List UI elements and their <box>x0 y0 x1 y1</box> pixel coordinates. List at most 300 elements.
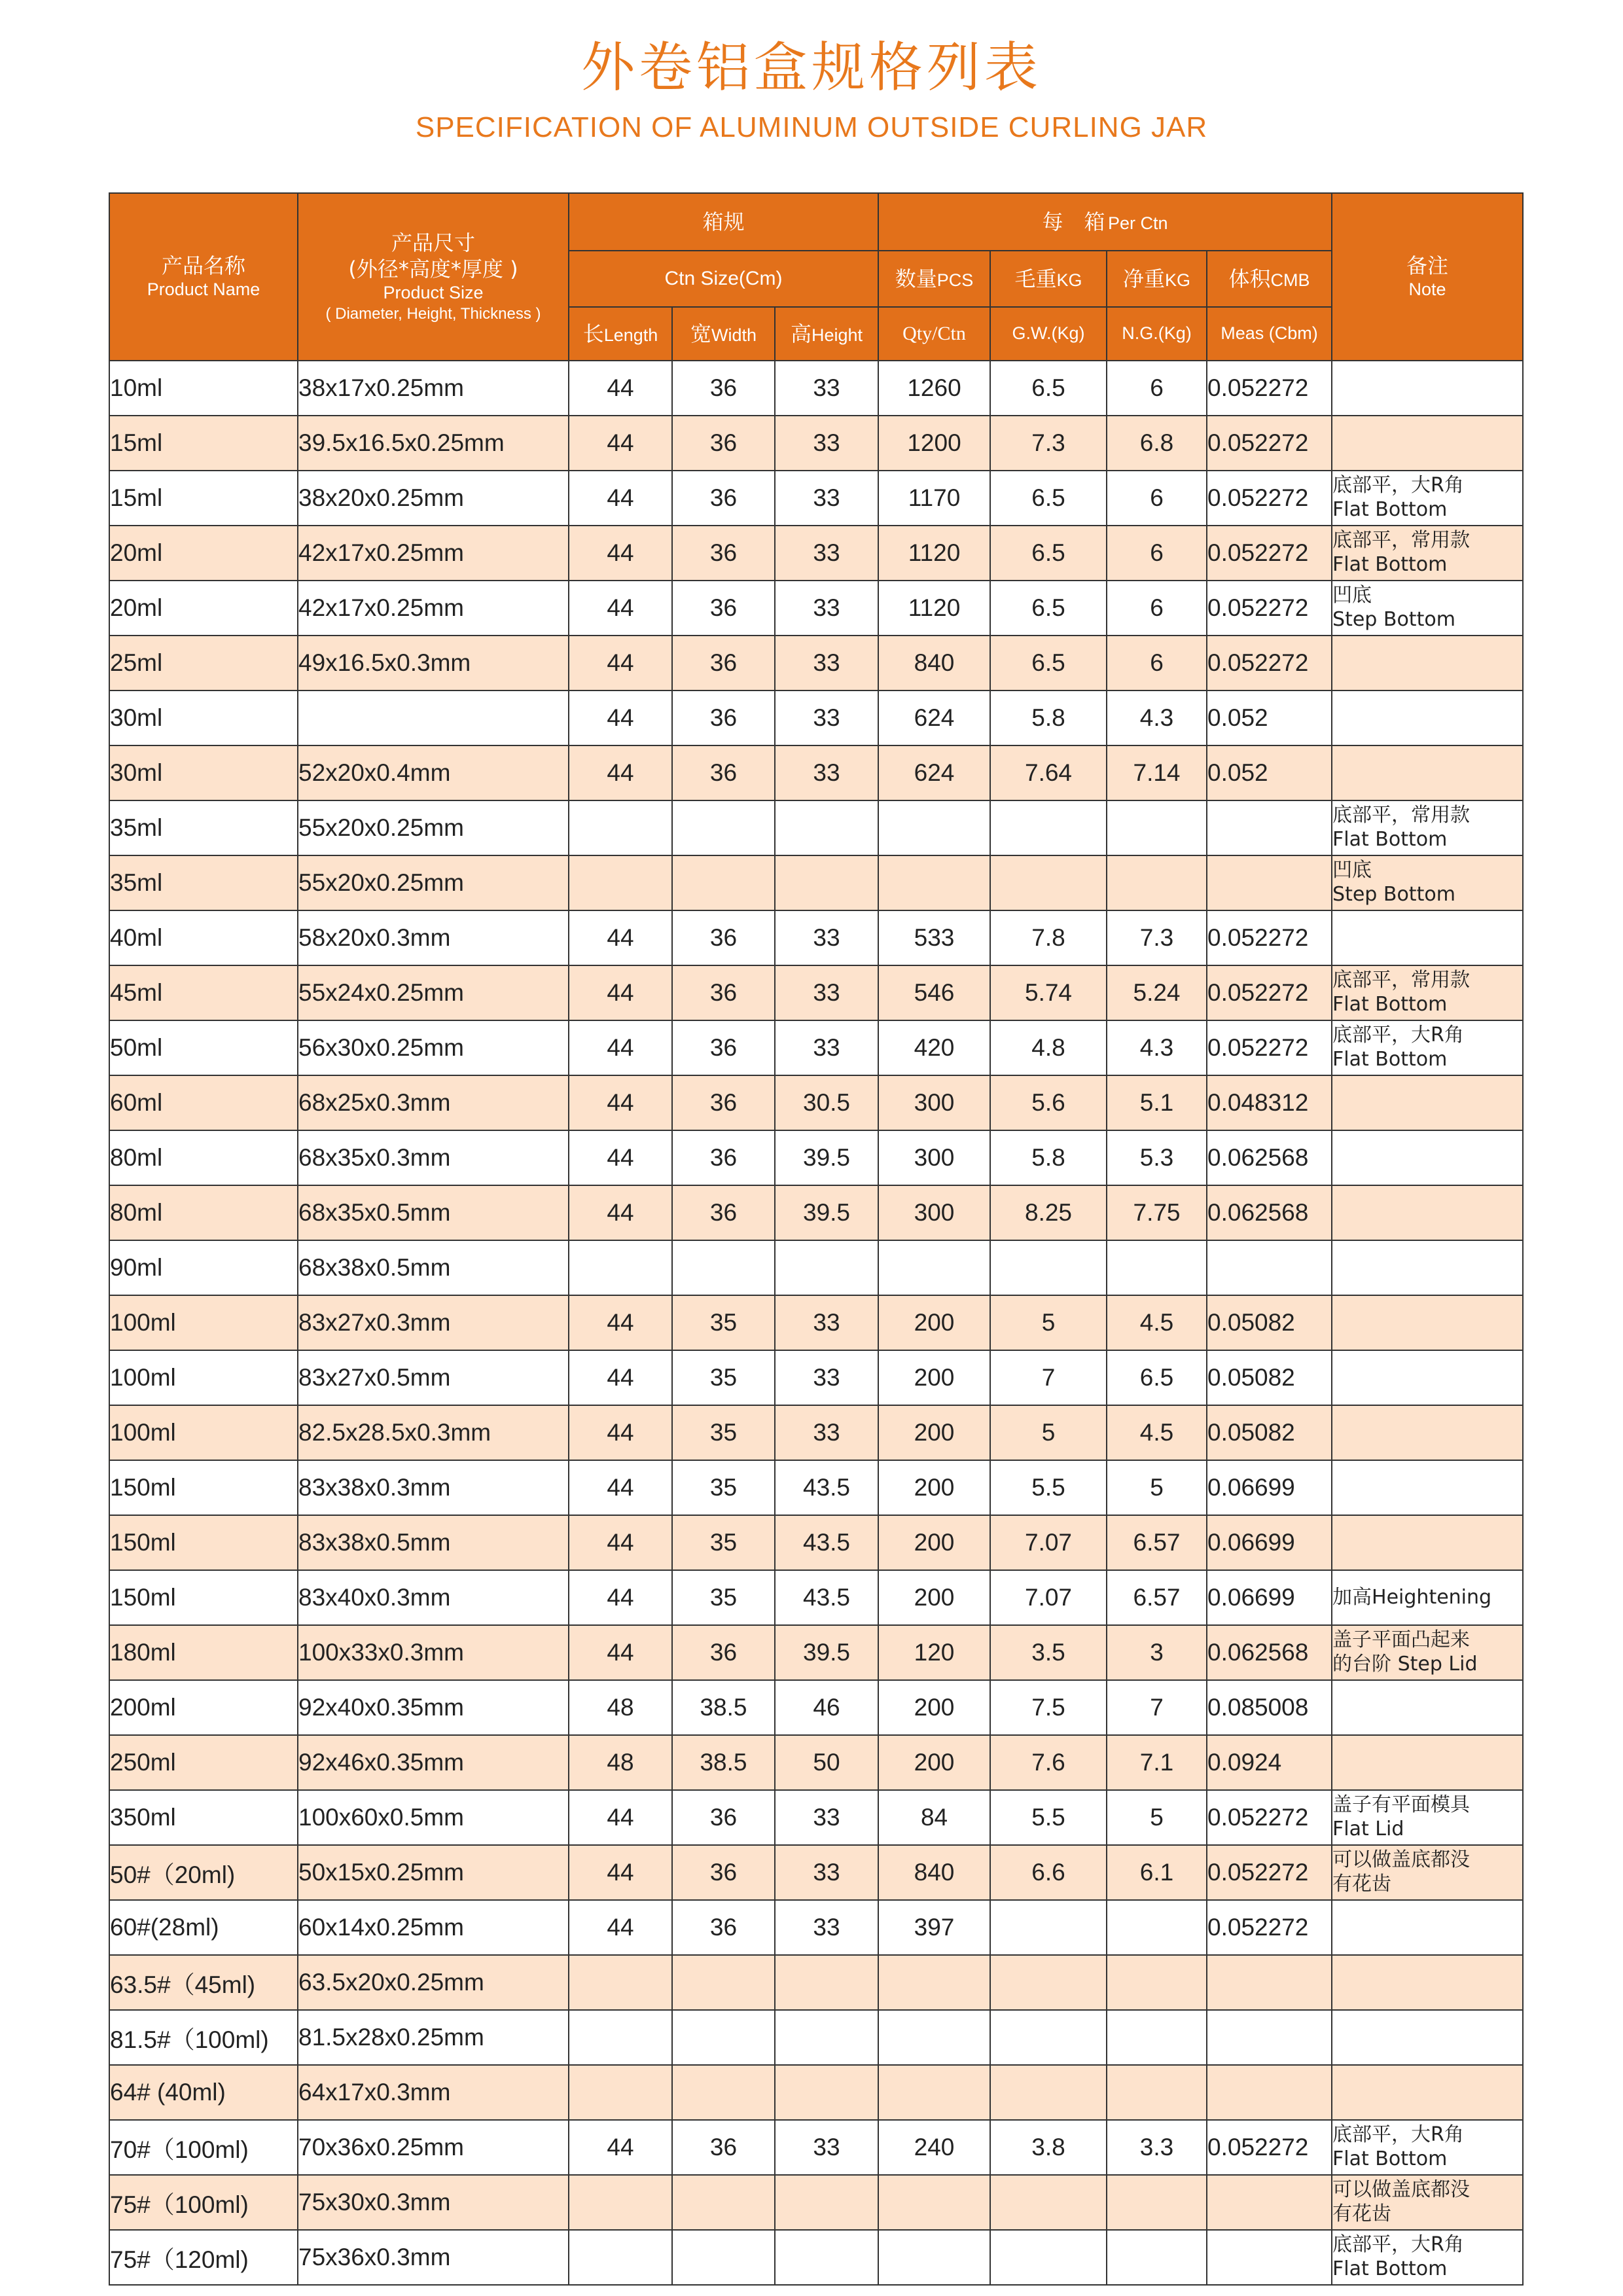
table-row <box>109 1075 1523 1130</box>
note-cell <box>1332 361 1523 416</box>
product-name-cell: 150ml <box>109 1515 298 1570</box>
width-cell: 36 <box>672 2120 775 2175</box>
product-size-cell: 60x14x0.25mm <box>298 1900 569 1955</box>
header-product-size-en: Product Size <box>383 283 484 303</box>
length-cell: 44 <box>569 2120 672 2175</box>
table-row <box>109 1570 1523 1625</box>
height-cell: 30.5 <box>775 1075 878 1130</box>
note-cell <box>1332 800 1523 855</box>
table-row <box>109 1350 1523 1405</box>
height-cell: 33 <box>775 526 878 581</box>
length-cell: 44 <box>569 965 672 1020</box>
table-row <box>109 2175 1523 2230</box>
height-cell: 33 <box>775 2120 878 2175</box>
note-line-2: Step Bottom <box>1332 883 1455 906</box>
height-cell: 39.5 <box>775 1130 878 1185</box>
net-weight-cell: 4.3 <box>1107 1020 1207 1075</box>
meas-cell: 0.062568 <box>1207 1185 1332 1240</box>
gross-weight-cell: 7.64 <box>990 745 1107 800</box>
net-weight-cell: 6 <box>1107 471 1207 526</box>
height-cell: 33 <box>775 1295 878 1350</box>
length-cell: 44 <box>569 526 672 581</box>
table-row <box>109 855 1523 910</box>
length-cell: 44 <box>569 1900 672 1955</box>
product-name-cell: 50#（20ml) <box>109 1845 298 1900</box>
qty-cell: 1120 <box>878 526 990 581</box>
meas-cell: 0.05082 <box>1207 1295 1332 1350</box>
meas-cell: 0.06699 <box>1207 1460 1332 1515</box>
meas-cell: 0.052272 <box>1207 581 1332 636</box>
header-product-size-cn: 产品尺寸 <box>391 230 475 256</box>
length-cell <box>569 2175 672 2230</box>
note-cell <box>1332 1955 1523 2010</box>
net-weight-cell <box>1107 1240 1207 1295</box>
length-cell: 44 <box>569 1845 672 1900</box>
length-cell <box>569 2230 672 2285</box>
net-weight-cell <box>1107 2010 1207 2065</box>
length-cell: 44 <box>569 691 672 745</box>
gross-weight-cell: 7.3 <box>990 416 1107 471</box>
product-name-cell: 15ml <box>109 471 298 526</box>
note-line-1: 底部平，常用款 <box>1332 529 1471 552</box>
product-size-cell: 55x20x0.25mm <box>298 855 569 910</box>
qty-cell: 240 <box>878 2120 990 2175</box>
note-line-2: Flat Bottom <box>1332 828 1448 851</box>
product-name-cell: 80ml <box>109 1130 298 1185</box>
gross-weight-cell <box>990 2175 1107 2230</box>
net-weight-cell: 7.75 <box>1107 1185 1207 1240</box>
spec-table <box>109 192 1524 2286</box>
table-row <box>109 2230 1523 2285</box>
meas-cell: 0.05082 <box>1207 1405 1332 1460</box>
qty-cell: 120 <box>878 1625 990 1680</box>
meas-cell: 0.052272 <box>1207 910 1332 965</box>
product-size-cell: 55x20x0.25mm <box>298 800 569 855</box>
product-name-cell: 75#（120ml) <box>109 2230 298 2285</box>
gross-weight-cell: 5 <box>990 1295 1107 1350</box>
page-title: 外卷铝盒规格列表 <box>580 37 1042 99</box>
gross-weight-cell: 5 <box>990 1405 1107 1460</box>
product-size-cell: 83x27x0.3mm <box>298 1295 569 1350</box>
qty-cell <box>878 2175 990 2230</box>
product-name-cell: 100ml <box>109 1350 298 1405</box>
meas-cell <box>1207 2010 1332 2065</box>
gross-weight-cell: 6.5 <box>990 526 1107 581</box>
table-row <box>109 416 1523 471</box>
qty-cell: 200 <box>878 1460 990 1515</box>
gross-weight-cell <box>990 1900 1107 1955</box>
table-row <box>109 1020 1523 1075</box>
gross-weight-cell: 6.5 <box>990 636 1107 691</box>
note-cell <box>1332 1680 1523 1735</box>
header-nw-en: N.G.(Kg) <box>1107 307 1207 361</box>
note-cell <box>1332 691 1523 745</box>
product-size-cell: 38x17x0.25mm <box>298 361 569 416</box>
length-cell: 44 <box>569 1130 672 1185</box>
qty-cell: 840 <box>878 1845 990 1900</box>
width-cell: 35 <box>672 1405 775 1460</box>
product-size-cell <box>298 691 569 745</box>
product-name-cell: 20ml <box>109 581 298 636</box>
gross-weight-cell: 6.5 <box>990 581 1107 636</box>
length-cell: 44 <box>569 1350 672 1405</box>
width-cell: 36 <box>672 361 775 416</box>
width-cell: 36 <box>672 1625 775 1680</box>
net-weight-cell: 6.8 <box>1107 416 1207 471</box>
note-line-2: Flat Bottom <box>1332 2147 1448 2170</box>
length-cell: 44 <box>569 1570 672 1625</box>
note-cell <box>1332 1460 1523 1515</box>
qty-cell <box>878 2065 990 2120</box>
qty-cell: 300 <box>878 1075 990 1130</box>
table-row <box>109 581 1523 636</box>
product-size-cell: 68x25x0.3mm <box>298 1075 569 1130</box>
height-cell: 33 <box>775 1900 878 1955</box>
width-cell: 36 <box>672 1790 775 1845</box>
note-line-1: 底部平，大R角 <box>1332 1024 1464 1047</box>
header-width: 宽Width <box>672 307 775 361</box>
product-size-cell: 38x20x0.25mm <box>298 471 569 526</box>
note-cell <box>1332 1350 1523 1405</box>
note-cell <box>1332 2175 1523 2230</box>
note-line-1: 可以做盖底都没 <box>1332 2178 1471 2202</box>
width-cell <box>672 1240 775 1295</box>
gross-weight-cell: 6.5 <box>990 471 1107 526</box>
length-cell: 44 <box>569 416 672 471</box>
header-gw-en: G.W.(Kg) <box>990 307 1107 361</box>
product-name-cell: 64# (40ml) <box>109 2065 298 2120</box>
length-cell <box>569 800 672 855</box>
header-qty: 数量PCS <box>878 251 990 307</box>
header-length: 长Length <box>569 307 672 361</box>
header-ctn-size: Ctn Size(Cm) <box>569 251 878 307</box>
net-weight-cell: 4.3 <box>1107 691 1207 745</box>
note-cell <box>1332 416 1523 471</box>
qty-cell: 300 <box>878 1185 990 1240</box>
qty-cell: 1120 <box>878 581 990 636</box>
table-row <box>109 1515 1523 1570</box>
qty-cell <box>878 855 990 910</box>
meas-cell: 0.052272 <box>1207 1790 1332 1845</box>
height-cell: 33 <box>775 581 878 636</box>
note-cell <box>1332 526 1523 581</box>
height-cell <box>775 855 878 910</box>
product-name-cell: 80ml <box>109 1185 298 1240</box>
net-weight-cell: 6.57 <box>1107 1570 1207 1625</box>
table-row <box>109 1185 1523 1240</box>
meas-cell: 0.06699 <box>1207 1570 1332 1625</box>
note-cell <box>1332 1405 1523 1460</box>
header-product-size-en2: ( Diameter, Height, Thickness ) <box>325 304 541 323</box>
note-cell <box>1332 636 1523 691</box>
table-row <box>109 2120 1523 2175</box>
table-row <box>109 471 1523 526</box>
table-row <box>109 1845 1523 1900</box>
header-product-size <box>298 193 569 361</box>
gross-weight-cell <box>990 1240 1107 1295</box>
header-product-name <box>109 193 298 361</box>
length-cell: 44 <box>569 1295 672 1350</box>
net-weight-cell: 5 <box>1107 1460 1207 1515</box>
qty-cell: 84 <box>878 1790 990 1845</box>
product-name-cell: 20ml <box>109 526 298 581</box>
length-cell: 44 <box>569 1515 672 1570</box>
qty-cell: 1200 <box>878 416 990 471</box>
note-cell <box>1332 1075 1523 1130</box>
length-cell: 44 <box>569 1185 672 1240</box>
table-header <box>109 193 1523 361</box>
height-cell: 33 <box>775 1405 878 1460</box>
note-cell <box>1332 1625 1523 1680</box>
note-cell <box>1332 471 1523 526</box>
header-note-en: Note <box>1408 279 1446 300</box>
product-name-cell: 75#（100ml) <box>109 2175 298 2230</box>
note-line-2: 的台阶 Step Lid <box>1332 1653 1478 1676</box>
table-row <box>109 1460 1523 1515</box>
product-size-cell: 68x35x0.5mm <box>298 1185 569 1240</box>
header-volume: 体积CMB <box>1207 251 1332 307</box>
header-qty-en: Qty/Ctn <box>878 307 990 361</box>
net-weight-cell: 6 <box>1107 581 1207 636</box>
height-cell: 33 <box>775 745 878 800</box>
meas-cell: 0.052272 <box>1207 1900 1332 1955</box>
width-cell <box>672 2175 775 2230</box>
product-size-cell: 49x16.5x0.3mm <box>298 636 569 691</box>
length-cell: 44 <box>569 1625 672 1680</box>
net-weight-cell: 3 <box>1107 1625 1207 1680</box>
gross-weight-cell: 5.6 <box>990 1075 1107 1130</box>
product-size-cell: 100x33x0.3mm <box>298 1625 569 1680</box>
table-row <box>109 1295 1523 1350</box>
product-name-cell: 200ml <box>109 1680 298 1735</box>
header-gw: 毛重KG <box>990 251 1107 307</box>
table-row <box>109 1130 1523 1185</box>
height-cell: 43.5 <box>775 1515 878 1570</box>
meas-cell: 0.052272 <box>1207 965 1332 1020</box>
note-line-2: Flat Lid <box>1332 1818 1404 1840</box>
table-row <box>109 691 1523 745</box>
width-cell <box>672 855 775 910</box>
product-name-cell: 250ml <box>109 1735 298 1790</box>
meas-cell: 0.062568 <box>1207 1130 1332 1185</box>
product-size-cell: 42x17x0.25mm <box>298 581 569 636</box>
meas-cell: 0.048312 <box>1207 1075 1332 1130</box>
height-cell: 33 <box>775 691 878 745</box>
note-cell <box>1332 1790 1523 1845</box>
net-weight-cell: 6 <box>1107 526 1207 581</box>
product-size-cell: 39.5x16.5x0.25mm <box>298 416 569 471</box>
gross-weight-cell: 3.8 <box>990 2120 1107 2175</box>
width-cell: 36 <box>672 581 775 636</box>
length-cell: 44 <box>569 745 672 800</box>
meas-cell: 0.052 <box>1207 745 1332 800</box>
height-cell: 33 <box>775 1020 878 1075</box>
height-cell <box>775 1955 878 2010</box>
width-cell: 36 <box>672 636 775 691</box>
note-line-2: Flat Bottom <box>1332 993 1448 1016</box>
length-cell: 44 <box>569 1020 672 1075</box>
note-line-2: Flat Bottom <box>1332 2257 1448 2280</box>
height-cell: 39.5 <box>775 1625 878 1680</box>
product-size-cell: 64x17x0.3mm <box>298 2065 569 2120</box>
table-row <box>109 800 1523 855</box>
note-cell <box>1332 2120 1523 2175</box>
table-row <box>109 1240 1523 1295</box>
note-cell <box>1332 1295 1523 1350</box>
net-weight-cell: 5.24 <box>1107 965 1207 1020</box>
product-size-cell: 52x20x0.4mm <box>298 745 569 800</box>
product-size-cell: 83x40x0.3mm <box>298 1570 569 1625</box>
product-size-cell: 70x36x0.25mm <box>298 2120 569 2175</box>
height-cell: 33 <box>775 965 878 1020</box>
meas-cell: 0.062568 <box>1207 1625 1332 1680</box>
width-cell: 36 <box>672 965 775 1020</box>
height-cell <box>775 2065 878 2120</box>
product-size-cell: 92x46x0.35mm <box>298 1735 569 1790</box>
height-cell: 33 <box>775 1790 878 1845</box>
product-name-cell: 180ml <box>109 1625 298 1680</box>
length-cell <box>569 1955 672 2010</box>
meas-cell <box>1207 2065 1332 2120</box>
product-size-cell: 75x36x0.3mm <box>298 2230 569 2285</box>
header-nw: 净重KG <box>1107 251 1207 307</box>
product-name-cell: 45ml <box>109 965 298 1020</box>
gross-weight-cell: 7.07 <box>990 1515 1107 1570</box>
meas-cell: 0.052272 <box>1207 2120 1332 2175</box>
width-cell: 36 <box>672 1020 775 1075</box>
note-cell <box>1332 1735 1523 1790</box>
table-row <box>109 526 1523 581</box>
width-cell: 36 <box>672 1075 775 1130</box>
qty-cell: 624 <box>878 691 990 745</box>
gross-weight-cell: 7.5 <box>990 1680 1107 1735</box>
note-cell <box>1332 1240 1523 1295</box>
product-size-cell: 92x40x0.35mm <box>298 1680 569 1735</box>
product-size-cell: 68x35x0.3mm <box>298 1130 569 1185</box>
table-row <box>109 965 1523 1020</box>
header-note-cn: 备注 <box>1406 253 1449 279</box>
qty-cell <box>878 800 990 855</box>
table-row <box>109 1790 1523 1845</box>
product-name-cell: 30ml <box>109 691 298 745</box>
gross-weight-cell: 7.6 <box>990 1735 1107 1790</box>
qty-cell: 533 <box>878 910 990 965</box>
gross-weight-cell: 8.25 <box>990 1185 1107 1240</box>
note-cell <box>1332 1570 1523 1625</box>
width-cell: 35 <box>672 1515 775 1570</box>
meas-cell: 0.052272 <box>1207 416 1332 471</box>
gross-weight-cell: 4.8 <box>990 1020 1107 1075</box>
product-size-cell: 82.5x28.5x0.3mm <box>298 1405 569 1460</box>
width-cell <box>672 2230 775 2285</box>
product-size-cell: 68x38x0.5mm <box>298 1240 569 1295</box>
product-size-cell: 83x38x0.3mm <box>298 1460 569 1515</box>
product-size-cell: 81.5x28x0.25mm <box>298 2010 569 2065</box>
net-weight-cell: 5.1 <box>1107 1075 1207 1130</box>
height-cell: 33 <box>775 910 878 965</box>
net-weight-cell: 4.5 <box>1107 1295 1207 1350</box>
header-product-name-en: Product Name <box>147 279 260 300</box>
note-cell <box>1332 965 1523 1020</box>
header-meas-en: Meas (Cbm) <box>1207 307 1332 361</box>
width-cell: 36 <box>672 1845 775 1900</box>
height-cell: 33 <box>775 1845 878 1900</box>
qty-cell: 397 <box>878 1900 990 1955</box>
width-cell: 36 <box>672 471 775 526</box>
product-name-cell: 35ml <box>109 800 298 855</box>
header-product-size-cn2: (外径*高度*厚度 ) <box>348 257 518 282</box>
table-row <box>109 1625 1523 1680</box>
gross-weight-cell: 7.8 <box>990 910 1107 965</box>
note-line-1: 可以做盖底都没 <box>1332 1848 1471 1872</box>
qty-cell: 300 <box>878 1130 990 1185</box>
qty-cell: 1260 <box>878 361 990 416</box>
note-cell <box>1332 1515 1523 1570</box>
note-line-2: Step Bottom <box>1332 608 1455 631</box>
gross-weight-cell: 5.8 <box>990 691 1107 745</box>
net-weight-cell: 6.5 <box>1107 1350 1207 1405</box>
note-cell <box>1332 745 1523 800</box>
height-cell: 33 <box>775 636 878 691</box>
note-line-1: 凹底 <box>1332 584 1372 607</box>
note-line-1: 加高Heightening <box>1332 1585 1492 1609</box>
note-line-2: 有花齿 <box>1332 2202 1392 2225</box>
product-name-cell: 100ml <box>109 1405 298 1460</box>
meas-cell <box>1207 800 1332 855</box>
length-cell: 48 <box>569 1680 672 1735</box>
height-cell: 33 <box>775 361 878 416</box>
net-weight-cell: 6.57 <box>1107 1515 1207 1570</box>
gross-weight-cell <box>990 1955 1107 2010</box>
gross-weight-cell: 5.5 <box>990 1790 1107 1845</box>
length-cell: 44 <box>569 636 672 691</box>
gross-weight-cell <box>990 855 1107 910</box>
height-cell: 43.5 <box>775 1460 878 1515</box>
height-cell <box>775 800 878 855</box>
table-row <box>109 1680 1523 1735</box>
product-size-cell: 50x15x0.25mm <box>298 1845 569 1900</box>
product-size-cell: 42x17x0.25mm <box>298 526 569 581</box>
note-cell <box>1332 2010 1523 2065</box>
meas-cell <box>1207 1240 1332 1295</box>
header-height: 高Height <box>775 307 878 361</box>
table-row <box>109 910 1523 965</box>
qty-cell <box>878 1955 990 2010</box>
height-cell: 43.5 <box>775 1570 878 1625</box>
meas-cell: 0.052272 <box>1207 1020 1332 1075</box>
qty-cell: 200 <box>878 1680 990 1735</box>
header-product-name-cn: 产品名称 <box>161 253 245 279</box>
table-row <box>109 1955 1523 2010</box>
product-size-cell: 56x30x0.25mm <box>298 1020 569 1075</box>
meas-cell: 0.05082 <box>1207 1350 1332 1405</box>
table-row <box>109 1405 1523 1460</box>
product-name-cell: 30ml <box>109 745 298 800</box>
width-cell: 35 <box>672 1295 775 1350</box>
qty-cell: 840 <box>878 636 990 691</box>
gross-weight-cell <box>990 2065 1107 2120</box>
gross-weight-cell <box>990 800 1107 855</box>
product-name-cell: 350ml <box>109 1790 298 1845</box>
note-cell <box>1332 581 1523 636</box>
note-line-1: 底部平，大R角 <box>1332 474 1464 497</box>
product-name-cell: 150ml <box>109 1460 298 1515</box>
gross-weight-cell: 7 <box>990 1350 1107 1405</box>
height-cell <box>775 1240 878 1295</box>
gross-weight-cell: 5.5 <box>990 1460 1107 1515</box>
height-cell: 33 <box>775 471 878 526</box>
width-cell: 36 <box>672 1900 775 1955</box>
